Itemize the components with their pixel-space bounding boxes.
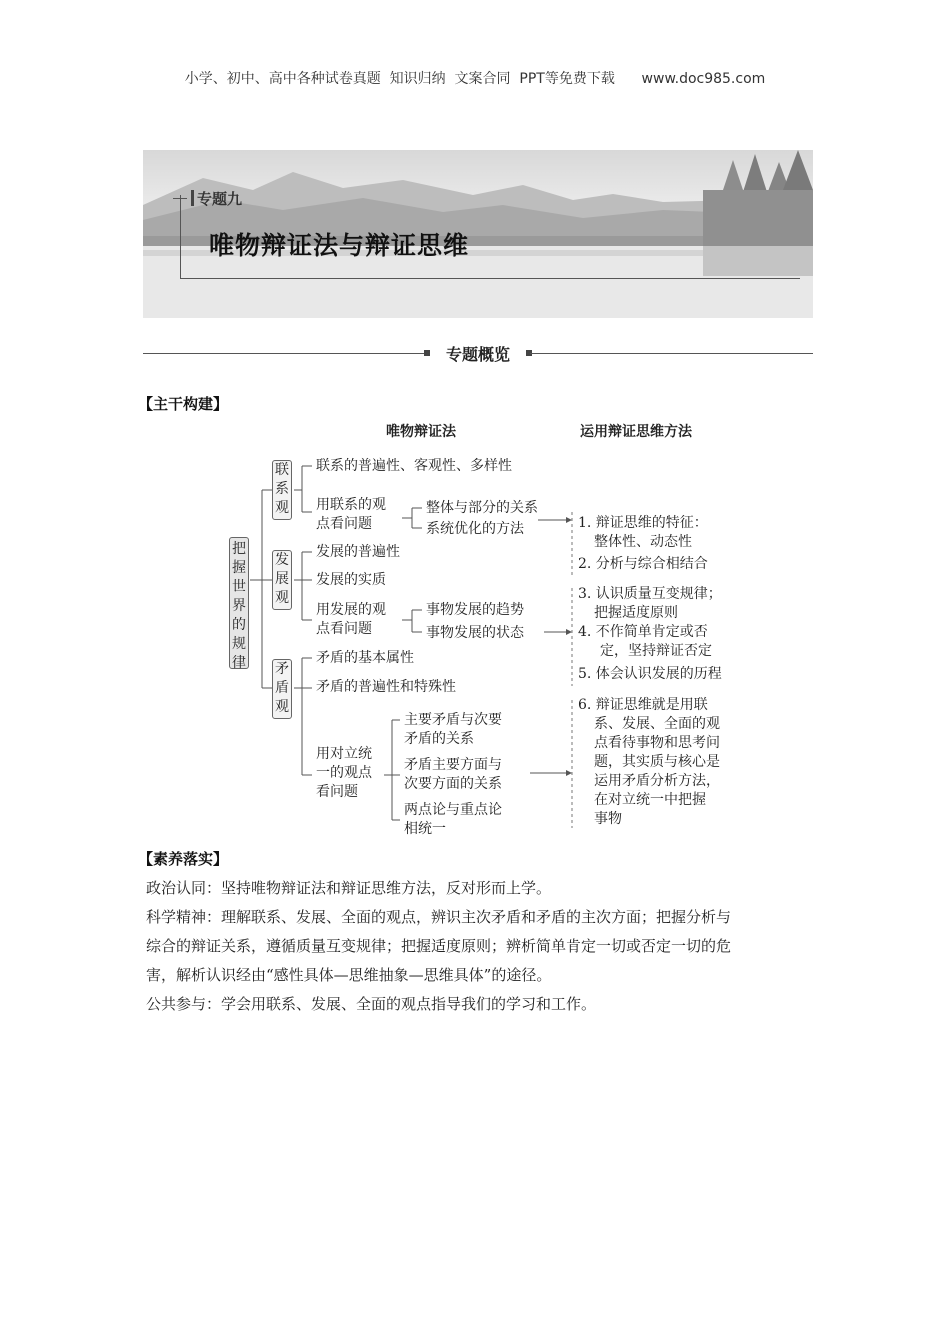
method-6b: 系、发展、全面的观 bbox=[594, 716, 720, 732]
lianxi-item-2b: 点看问题 bbox=[316, 516, 372, 532]
site-header bbox=[0, 68, 950, 88]
banner-frame-left bbox=[180, 195, 181, 278]
root-label: 把握世界的规律 bbox=[232, 541, 246, 671]
literacy-science-line-2: 综合的辩证关系，遵循质量互变规律；把握适度原则；辨析简单肯定一切或否定一切的危 bbox=[146, 937, 732, 955]
overview-title: 专题概览 bbox=[445, 345, 510, 364]
chapter-title: 唯物辩证法与辩证思维 bbox=[209, 231, 470, 260]
method-6e: 运用矛盾分析方法， bbox=[594, 773, 720, 789]
method-3a: 3. 认识质量互变规律； bbox=[578, 586, 722, 602]
maodun-item-1: 矛盾的基本属性 bbox=[316, 650, 414, 666]
method-6g: 事物 bbox=[594, 811, 622, 827]
maodun-sub-1b: 矛盾的关系 bbox=[404, 731, 474, 747]
method-1a: 1. 辩证思维的特征： bbox=[578, 515, 708, 531]
group-label-maodun: 矛盾观 bbox=[275, 661, 289, 715]
maodun-sub-2a: 矛盾主要方面与 bbox=[404, 757, 502, 773]
lianxi-item-2a: 用联系的观 bbox=[316, 497, 386, 513]
group-label-fazhan: 发展观 bbox=[275, 552, 289, 606]
banner-frame-bottom bbox=[180, 278, 800, 279]
fazhan-sub-1: 事物发展的趋势 bbox=[426, 602, 524, 618]
fazhan-item-2: 发展的实质 bbox=[316, 572, 386, 588]
group-box-fazhan bbox=[272, 550, 292, 610]
literacy-science-line-3: 害，解析认识经由“感性具体—思维抽象—思维具体”的途径。 bbox=[146, 966, 552, 984]
method-3b: 把握适度原则 bbox=[594, 605, 678, 621]
method-5: 5. 体会认识发展的历程 bbox=[578, 666, 722, 682]
method-2: 2. 分析与综合相结合 bbox=[578, 556, 708, 572]
framework-heading: 【主干构建】 bbox=[138, 395, 229, 413]
banner-bar bbox=[191, 190, 194, 206]
overview-rule-left bbox=[143, 353, 428, 354]
literacy-science-line-1: 科学精神：理解联系、发展、全面的观点，辨识主次矛盾和矛盾的主次方面；把握分析与 bbox=[146, 908, 732, 926]
maodun-item-3b: 一的观点 bbox=[316, 765, 372, 781]
column-head-right: 运用辩证思维方法 bbox=[580, 424, 692, 440]
column-head-left: 唯物辩证法 bbox=[386, 424, 456, 440]
group-box-maodun bbox=[272, 659, 292, 719]
method-6d: 题，其实质与核心是 bbox=[594, 754, 720, 770]
group-label-lianxi: 联系观 bbox=[275, 462, 289, 516]
method-4a: 4. 不作简单肯定或否 bbox=[578, 624, 708, 640]
maodun-item-3a: 用对立统 bbox=[316, 746, 372, 762]
chapter-banner bbox=[143, 150, 813, 318]
literacy-public: 公共参与：学会用联系、发展、全面的观点指导我们的学习和工作。 bbox=[146, 995, 597, 1013]
literacy-heading: 【素养落实】 bbox=[138, 850, 229, 868]
fazhan-item-3b: 点看问题 bbox=[316, 621, 372, 637]
method-4b: 定，坚持辩证否定 bbox=[600, 643, 712, 659]
fazhan-item-1: 发展的普遍性 bbox=[316, 544, 400, 560]
group-box-lianxi bbox=[272, 460, 292, 520]
root-box bbox=[229, 537, 249, 669]
literacy-political: 政治认同：坚持唯物辩证法和辩证思维方法，反对形而上学。 bbox=[146, 879, 552, 897]
chapter-number: 专题九 bbox=[197, 190, 243, 208]
method-6f: 在对立统一中把握 bbox=[594, 792, 706, 808]
maodun-sub-3b: 相统一 bbox=[404, 821, 446, 837]
header-text: 小学、初中、高中各种试卷真题 知识归纳 文案合同 PPT等免费下载 bbox=[184, 71, 615, 87]
maodun-item-2: 矛盾的普遍性和特殊性 bbox=[316, 679, 456, 695]
maodun-sub-3a: 两点论与重点论 bbox=[404, 802, 502, 818]
maodun-sub-2b: 次要方面的关系 bbox=[404, 776, 502, 792]
overview-rule-right bbox=[530, 353, 813, 354]
method-6c: 点看待事物和思考问 bbox=[594, 735, 720, 751]
lianxi-item-1: 联系的普遍性、客观性、多样性 bbox=[316, 458, 512, 474]
lianxi-sub-2: 系统优化的方法 bbox=[426, 521, 524, 537]
method-6a: 6. 辩证思维就是用联 bbox=[578, 697, 708, 713]
fazhan-sub-2: 事物发展的状态 bbox=[426, 625, 524, 641]
method-1b: 整体性、动态性 bbox=[594, 534, 692, 550]
lianxi-sub-1: 整体与部分的关系 bbox=[426, 500, 538, 516]
fazhan-item-3a: 用发展的观 bbox=[316, 602, 386, 618]
banner-tick bbox=[173, 198, 187, 199]
maodun-sub-1a: 主要矛盾与次要 bbox=[404, 712, 502, 728]
header-url[interactable]: www.doc985.com bbox=[641, 71, 766, 87]
maodun-item-3c: 看问题 bbox=[316, 784, 358, 800]
